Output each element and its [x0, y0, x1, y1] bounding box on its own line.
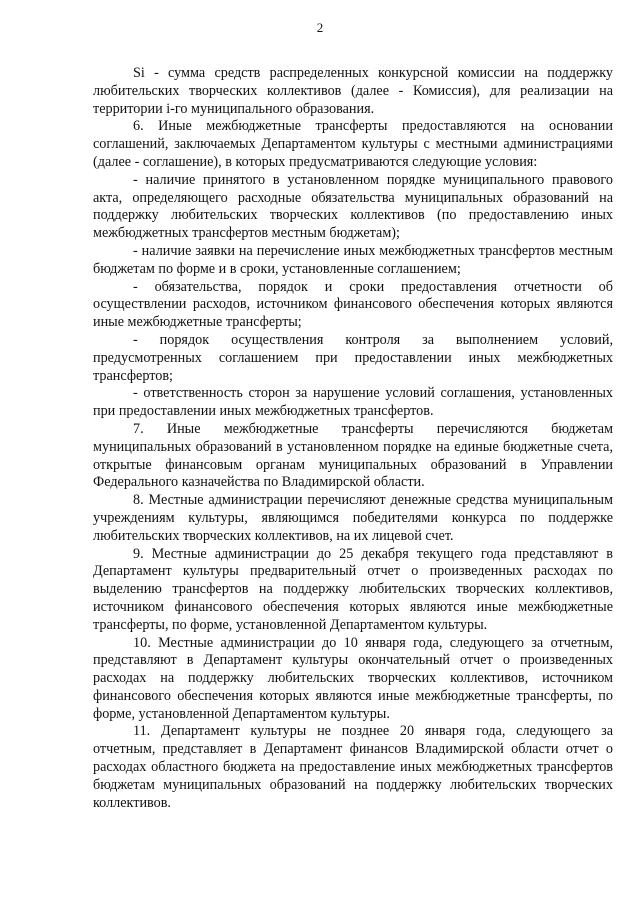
page-number: 2: [316, 20, 324, 35]
condition-reporting: - обязательства, порядок и сроки предоставления отчетности об осуществлении расходов, источником финансового обеспечения которых являются иные межбюджетные трансферты;: [93, 278, 613, 331]
condition-application: - наличие заявки на перечисление иных межбюджетных трансфертов местным бюджетам по форме и в сроки, установленные соглашением;: [93, 242, 613, 277]
paragraph-9-preliminary-report: 9. Местные администрации до 25 декабря текущего года представляют в Департамент культуры предварительный отчет о произведенных расходах по выделению трансфертов на поддержку любительских творческих коллективов, источником финансового обеспечения которых являются иные межбюджетные трансферты, по форме, установленной Департаментом культуры.: [93, 545, 613, 633]
condition-control: - порядок осуществления контроля за выполнением условий, предусмотренных соглашением при предоставлении иных межбюджетных трансфертов;: [93, 331, 613, 384]
condition-legal-act: - наличие принятого в установленном порядке муниципального правового акта, определяющего расходные обязательства муниципальных образований на поддержку любительских творческих коллективов (по предоставлению иных межбюджетных трансфертов местным бюджетам);: [93, 171, 613, 242]
paragraph-10-final-report: 10. Местные администрации до 10 января года, следующего за отчетным, представляют в Департамент культуры окончательный отчет о произведенных расходах на поддержку любительских творческих коллективов, источником финансового обеспечения которых являются иные межбюджетные трансферты, по форме, установленной Департаментом культуры.: [93, 634, 613, 722]
paragraph-11-finance-report: 11. Департамент культуры не позднее 20 января года, следующего за отчетным, представляет в Департамент финансов Владимирской области отчет о расходах областного бюджета на предоставление иных межбюджетных трансфертов бюджетам муниципальных образований на поддержку любительских творческих коллективов.: [93, 723, 613, 811]
document-body: [93, 65, 613, 812]
paragraph-6-agreements: 6. Иные межбюджетные трансферты предоставляются на основании соглашений, заключаемых Департаментом культуры с местными администрациями (далее - соглашение), в которых предусматриваются следующие условия:: [93, 118, 613, 170]
condition-responsibility: - ответственность сторон за нарушение условий соглашения, установленных при предоставлении иных межбюджетных трансфертов.: [93, 385, 613, 420]
paragraph-8-local-admin: 8. Местные администрации перечисляют денежные средства муниципальным учреждениям культуры, являющимся победителями конкурса по поддержке любительских творческих коллективов, на их лицевой счет.: [93, 492, 613, 544]
paragraph-7-transfer: 7. Иные межбюджетные трансферты перечисляются бюджетам муниципальных образований в установленном порядке на единые бюджетные счета, открытые финансовым органам муниципальных образований в Управлении Федерального казначейства по Владимирской области.: [93, 420, 613, 491]
paragraph-si-definition: Si - сумма средств распределенных конкурсной комиссии на поддержку любительских творческих коллективов (далее - Комиссия), для реализации на территории i-го муниципального образования.: [93, 65, 613, 117]
